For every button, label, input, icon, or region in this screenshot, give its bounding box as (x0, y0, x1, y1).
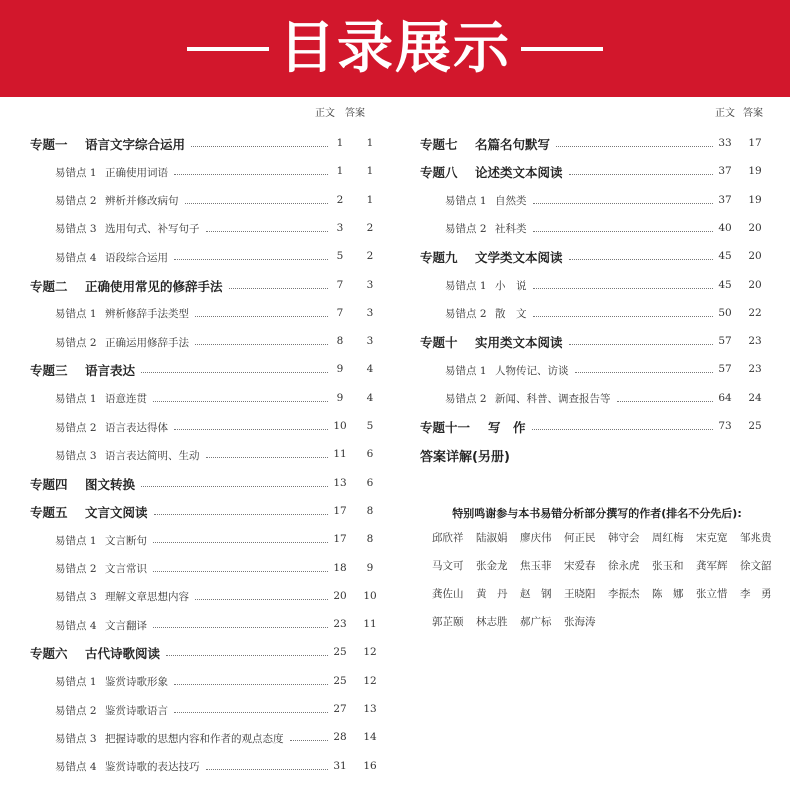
author-name: 黄 丹 (476, 588, 508, 600)
topic-number: 专题三 (30, 363, 68, 379)
topic-number: 专题一 (30, 137, 68, 152)
toc-topic-row (420, 332, 765, 352)
subtopic-title: 自然类 (495, 195, 527, 208)
answer-page-number: 1 (366, 165, 374, 178)
author-name: 陈 娜 (652, 588, 684, 600)
text-page-number: 7 (336, 306, 344, 319)
topic-title: 文言文阅读 (85, 504, 148, 520)
topic-number: 专题九 (420, 250, 458, 266)
toc-topic-row (30, 502, 380, 522)
dotted-leader (533, 203, 713, 204)
author-name: 张玉和 (652, 560, 684, 572)
dotted-leader (569, 259, 713, 260)
answer-page-number: 4 (366, 363, 374, 376)
text-page-number: 9 (336, 363, 344, 376)
toc-subtopic-row (420, 191, 765, 211)
toc-subtopic-row (30, 530, 380, 550)
answer-page-number: 11 (363, 618, 377, 631)
author-name: 邹兆贵 (740, 532, 772, 544)
text-page-number: 17 (333, 533, 347, 546)
answer-page-number: 19 (748, 165, 762, 178)
dotted-leader (153, 627, 328, 628)
dotted-leader (206, 769, 328, 770)
subtopic-number: 易错点 2 (55, 421, 97, 434)
answer-page-number: 23 (748, 363, 762, 376)
author-name: 徐永虎 (608, 560, 640, 572)
dotted-leader (533, 231, 713, 232)
text-page-number: 27 (333, 703, 347, 715)
dotted-leader (185, 203, 328, 204)
toc-subtopic-row (420, 219, 765, 239)
answer-page-number: 19 (748, 193, 762, 206)
toc-topic-row (420, 247, 765, 267)
author-name: 郭芷颐 (432, 616, 464, 628)
author-name: 徐文韶 (740, 560, 772, 572)
toc-topic-row (420, 134, 765, 154)
text-page-number: 57 (718, 335, 732, 348)
toc-subtopic-row (30, 389, 380, 409)
toc-topic-row (30, 134, 380, 154)
dotted-leader (229, 288, 328, 289)
answer-page-number: 5 (366, 420, 374, 432)
answer-page-number: 4 (366, 391, 374, 404)
toc-subtopic-row (420, 304, 765, 324)
dotted-leader (206, 457, 328, 458)
toc-subtopic-row (30, 162, 380, 182)
topic-number: 专题十一 (420, 420, 471, 435)
author-name: 廖庆伟 (520, 532, 552, 544)
text-page-number: 40 (718, 221, 732, 234)
dotted-leader (154, 514, 328, 515)
text-page-number: 1 (336, 137, 344, 149)
topic-title: 图文转换 (85, 476, 136, 492)
topic-title: 正确使用常见的修辞手法 (85, 278, 223, 294)
text-page-number: 9 (336, 391, 344, 404)
toc-subtopic-row (30, 615, 380, 635)
text-page-number: 45 (718, 278, 732, 291)
subtopic-number: 易错点 3 (55, 449, 97, 462)
subtopic-title: 正确使用词语 (105, 166, 168, 179)
topic-title: 古代诗歌阅读 (85, 646, 161, 662)
dotted-leader (556, 146, 713, 147)
subtopic-number: 易错点 2 (445, 308, 487, 321)
subtopic-title: 语言表达简明、生动 (105, 449, 200, 462)
toc-subtopic-row (420, 276, 765, 296)
author-name: 宋克宽 (696, 532, 728, 544)
subtopic-title: 文言常识 (105, 563, 147, 575)
topic-number: 专题四 (30, 476, 68, 492)
subtopic-title: 鉴赏诗歌形象 (105, 676, 168, 689)
answer-page-number: 6 (366, 448, 374, 461)
dotted-leader (569, 344, 713, 345)
toc-subtopic-row (30, 445, 380, 465)
dotted-leader (141, 486, 328, 487)
subtopic-number: 易错点 4 (55, 251, 97, 264)
subtopic-title: 散 文 (495, 308, 527, 321)
answer-page-number: 12 (363, 674, 377, 687)
dotted-leader (290, 740, 328, 741)
title-banner (0, 0, 790, 97)
toc-subtopic-row (420, 389, 765, 409)
topic-number: 专题二 (30, 278, 68, 294)
author-name: 焦玉菲 (520, 560, 552, 572)
subtopic-title: 人物传记、访谈 (495, 364, 569, 377)
author-name: 龚佐山 (432, 588, 464, 600)
author-name: 韩守会 (608, 532, 640, 544)
text-page-number: 64 (718, 391, 732, 404)
header-answer: 答案 (345, 108, 365, 119)
answer-page-number: 2 (366, 221, 374, 234)
header-text: 正文 (315, 108, 335, 119)
text-page-number: 31 (333, 759, 347, 772)
answer-page-number: 13 (363, 703, 377, 715)
subtopic-number: 易错点 1 (445, 195, 487, 208)
subtopic-title: 理解文章思想内容 (105, 591, 189, 604)
answer-page-number: 20 (748, 278, 762, 291)
banner-title: 目录展示 (279, 15, 511, 81)
answer-page-number: 8 (366, 533, 374, 546)
toc-topic-row (420, 417, 765, 437)
subtopic-number: 易错点 3 (55, 732, 97, 745)
answer-page-number: 8 (366, 504, 374, 517)
subtopic-title: 语段综合运用 (105, 251, 168, 264)
subtopic-title: 把握诗歌的思想内容和作者的观点态度 (105, 732, 284, 745)
text-page-number: 25 (333, 646, 347, 659)
author-name: 马文可 (432, 560, 464, 572)
text-page-number: 45 (718, 250, 732, 263)
subtopic-title: 选用句式、补写句子 (105, 223, 200, 236)
text-page-number: 7 (336, 278, 344, 291)
text-page-number: 25 (333, 674, 347, 687)
subtopic-title: 语意连贯 (105, 393, 147, 406)
subtopic-number: 易错点 1 (55, 676, 97, 689)
subtopic-title: 正确运用修辞手法 (105, 336, 189, 349)
text-page-number: 28 (333, 731, 347, 744)
answer-page-number: 14 (363, 731, 377, 744)
text-page-number: 8 (336, 335, 344, 348)
toc-subtopic-row (30, 757, 380, 777)
answer-page-number: 23 (748, 335, 762, 348)
answer-page-number: 1 (366, 193, 374, 206)
dotted-leader (174, 712, 328, 713)
subtopic-title: 辨析修辞手法类型 (105, 308, 189, 321)
answer-page-number: 9 (366, 561, 374, 574)
answer-page-number: 25 (748, 420, 762, 432)
answer-page-number: 20 (748, 221, 762, 234)
toc-subtopic-row (30, 587, 380, 607)
toc-topic-row (30, 360, 380, 380)
answer-page-number: 24 (748, 391, 762, 404)
toc-topic-row (30, 643, 380, 663)
text-page-number: 37 (718, 165, 732, 178)
toc-subtopic-row (30, 417, 380, 437)
subtopic-number: 易错点 3 (55, 591, 97, 604)
banner-dash-right (521, 47, 603, 51)
text-page-number: 23 (333, 618, 347, 631)
author-name: 郝广标 (520, 616, 552, 628)
toc-subtopic-row (30, 672, 380, 692)
answer-page-number: 17 (748, 137, 762, 149)
answer-page-number: 16 (363, 759, 377, 772)
text-page-number: 1 (336, 165, 344, 178)
subtopic-number: 易错点 1 (55, 393, 97, 406)
text-page-number: 50 (718, 306, 732, 319)
dotted-leader (575, 372, 713, 373)
subtopic-title: 语言表达得体 (105, 421, 168, 434)
subtopic-number: 易错点 3 (55, 223, 97, 236)
author-name: 张金龙 (476, 560, 508, 572)
text-page-number: 20 (333, 589, 347, 602)
answer-page-number: 10 (363, 589, 377, 602)
dotted-leader (153, 542, 328, 543)
answer-page-number: 3 (366, 278, 374, 291)
toc-topic-row (420, 162, 765, 182)
dotted-leader (174, 429, 328, 430)
author-name: 陆淑娟 (476, 532, 508, 544)
dotted-leader (533, 288, 713, 289)
dotted-leader (195, 316, 328, 317)
author-name: 周红梅 (652, 532, 684, 544)
topic-title: 语言文字综合运用 (85, 137, 186, 152)
dotted-leader (166, 655, 328, 656)
subtopic-number: 易错点 1 (445, 364, 487, 377)
toc-topic-row (30, 474, 380, 494)
subtopic-title: 鉴赏诗歌的表达技巧 (105, 761, 200, 774)
text-page-number: 3 (336, 221, 344, 234)
subtopic-number: 易错点 2 (55, 563, 97, 575)
answer-page-number: 12 (363, 646, 377, 659)
answer-page-number: 22 (748, 306, 762, 319)
dotted-leader (617, 401, 713, 402)
author-name: 张海涛 (564, 616, 596, 628)
text-page-number: 73 (718, 420, 732, 432)
author-name: 李 勇 (740, 588, 772, 600)
toc-subtopic-row (30, 728, 380, 748)
subtopic-number: 易错点 2 (445, 393, 487, 406)
subtopic-title: 辨析并修改病句 (105, 195, 179, 208)
author-name: 张立惜 (696, 588, 728, 600)
toc-subtopic-row (30, 332, 380, 352)
subtopic-title: 社科类 (495, 223, 527, 236)
author-name: 邱欣祥 (432, 532, 464, 544)
dotted-leader (195, 599, 328, 600)
topic-title: 文学类文本阅读 (475, 250, 563, 266)
subtopic-number: 易错点 1 (55, 308, 97, 321)
toc-subtopic-row (30, 700, 380, 720)
dotted-leader (174, 684, 328, 685)
subtopic-number: 易错点 4 (55, 619, 97, 632)
dotted-leader (191, 146, 328, 147)
subtopic-title: 鉴赏诗歌语言 (105, 704, 168, 717)
subtopic-number: 易错点 2 (445, 223, 487, 236)
dotted-leader (569, 174, 713, 175)
banner-dash-left (187, 47, 269, 51)
subtopic-title: 文言断句 (105, 534, 147, 547)
text-page-number: 33 (718, 137, 732, 149)
subtopic-title: 小 说 (495, 280, 527, 292)
toc-subtopic-row (420, 360, 765, 380)
author-name: 赵 钢 (520, 588, 552, 600)
answer-page-number: 3 (366, 335, 374, 348)
header-text: 正文 (715, 108, 735, 119)
subtopic-number: 易错点 1 (55, 166, 97, 179)
subtopic-title: 新闻、科普、调查报告等 (495, 393, 611, 406)
topic-title: 论述类文本阅读 (475, 165, 563, 181)
toc-subtopic-row (30, 304, 380, 324)
header-answer: 答案 (743, 108, 763, 119)
dotted-leader (153, 401, 328, 402)
subtopic-number: 易错点 2 (55, 704, 97, 717)
answer-detail-heading: 答案详解(另册) (420, 450, 510, 465)
text-page-number: 5 (336, 250, 344, 263)
subtopic-number: 易错点 1 (445, 280, 487, 292)
answer-page-number: 1 (366, 137, 374, 149)
text-page-number: 18 (333, 561, 347, 574)
subtopic-title: 文言翻译 (105, 619, 147, 632)
topic-number: 专题十 (420, 335, 458, 351)
topic-number: 专题八 (420, 165, 458, 181)
topic-title: 实用类文本阅读 (475, 335, 563, 351)
answer-page-number: 20 (748, 250, 762, 263)
topic-number: 专题七 (420, 137, 458, 152)
toc-subtopic-row (30, 191, 380, 211)
text-page-number: 13 (333, 476, 347, 489)
dotted-leader (195, 344, 328, 345)
dotted-leader (153, 571, 328, 572)
text-page-number: 2 (336, 193, 344, 206)
author-name: 林志胜 (476, 616, 508, 628)
dotted-leader (174, 174, 328, 175)
topic-number: 专题五 (30, 504, 68, 520)
dotted-leader (533, 316, 713, 317)
topic-title: 写 作 (488, 420, 526, 435)
topic-title: 语言表达 (85, 363, 136, 379)
subtopic-number: 易错点 2 (55, 195, 97, 208)
text-page-number: 10 (333, 420, 347, 432)
subtopic-number: 易错点 1 (55, 534, 97, 547)
answer-page-number: 6 (366, 476, 374, 489)
toc-subtopic-row (30, 247, 380, 267)
dotted-leader (141, 372, 328, 373)
toc-topic-row (30, 276, 380, 296)
text-page-number: 57 (718, 363, 732, 376)
author-name: 李振杰 (608, 588, 640, 600)
topic-title: 名篇名句默写 (475, 137, 551, 152)
answer-page-number: 3 (366, 306, 374, 319)
toc-subtopic-row (30, 559, 380, 579)
author-name: 王晓阳 (564, 588, 596, 600)
thanks-title: 特别鸣谢参与本书易错分析部分撰写的作者(排名不分先后): (452, 507, 742, 520)
author-name: 龚军辉 (696, 560, 728, 572)
dotted-leader (206, 231, 328, 232)
text-page-number: 37 (718, 193, 732, 206)
subtopic-number: 易错点 2 (55, 336, 97, 349)
toc-subtopic-row (30, 219, 380, 239)
answer-page-number: 2 (366, 250, 374, 263)
topic-number: 专题六 (30, 646, 68, 662)
text-page-number: 17 (333, 504, 347, 517)
dotted-leader (174, 259, 328, 260)
author-name: 何正民 (564, 532, 596, 544)
author-name: 宋爱春 (564, 560, 596, 572)
subtopic-number: 易错点 4 (55, 761, 97, 774)
dotted-leader (532, 429, 713, 430)
text-page-number: 11 (333, 448, 347, 461)
